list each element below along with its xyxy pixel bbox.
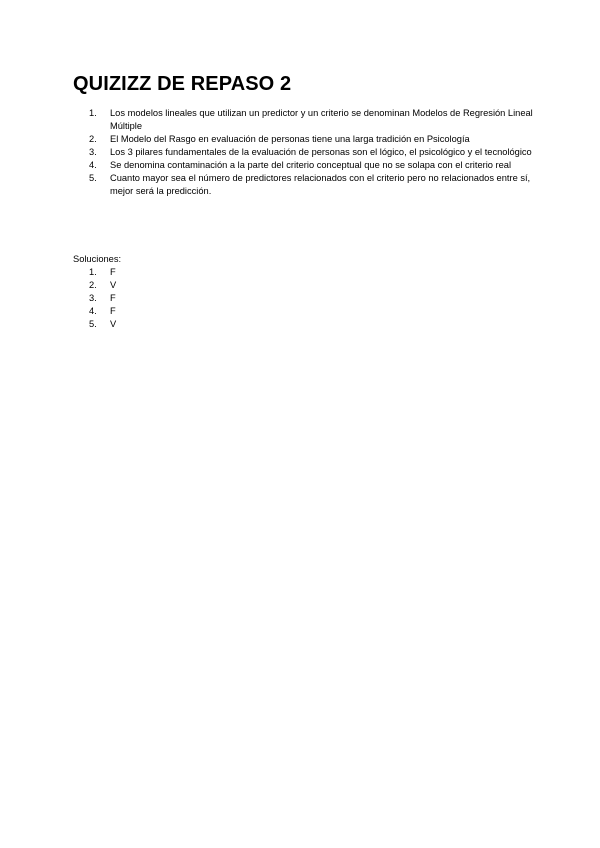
answer-item-1: [73, 266, 116, 279]
answer-value: F: [110, 306, 116, 316]
question-text: Se denomina contaminación a la parte del criterio conceptual que no se solapa con el criterio real: [110, 160, 512, 170]
answer-number: 3.: [89, 293, 97, 303]
answer-value: F: [110, 293, 116, 303]
questions-list: [73, 107, 533, 198]
answer-item-5: [73, 318, 116, 331]
question-text: Los 3 pilares fundamentales de la evaluación de personas son el lógico, el psicológico y el tecnológico: [110, 147, 532, 157]
question-item-5: [73, 172, 533, 198]
answer-number: 1.: [89, 267, 97, 277]
question-number: 4.: [89, 160, 97, 170]
question-text: Cuanto mayor sea el número de predictores relacionados con el criterio pero no relacionados entre sí, mejor será la predicción.: [110, 173, 531, 196]
question-text: El Modelo del Rasgo en evaluación de personas tiene una larga tradición en Psicología: [110, 134, 470, 144]
question-number: 3.: [89, 147, 97, 157]
question-item-3: [73, 146, 533, 159]
question-item-2: [73, 133, 533, 146]
question-item-4: [73, 159, 533, 172]
answer-value: V: [110, 280, 117, 290]
answer-number: 5.: [89, 319, 97, 329]
answers-list: [73, 266, 116, 331]
question-number: 2.: [89, 134, 97, 144]
answer-item-4: [73, 305, 116, 318]
question-number: 5.: [89, 173, 97, 183]
solutions-label: Soluciones:: [73, 254, 122, 264]
answer-value: F: [110, 267, 116, 277]
answer-value: V: [110, 319, 117, 329]
answer-number: 2.: [89, 280, 97, 290]
answer-item-2: [73, 279, 116, 292]
answer-number: 4.: [89, 306, 97, 316]
answer-item-3: [73, 292, 116, 305]
question-text: Los modelos lineales que utilizan un predictor y un criterio se denominan Modelos de Regresión Lineal Múltiple: [110, 108, 533, 131]
document-title: QUIZIZZ DE REPASO 2: [73, 73, 292, 95]
question-number: 1.: [89, 108, 97, 118]
question-item-1: [73, 107, 533, 133]
